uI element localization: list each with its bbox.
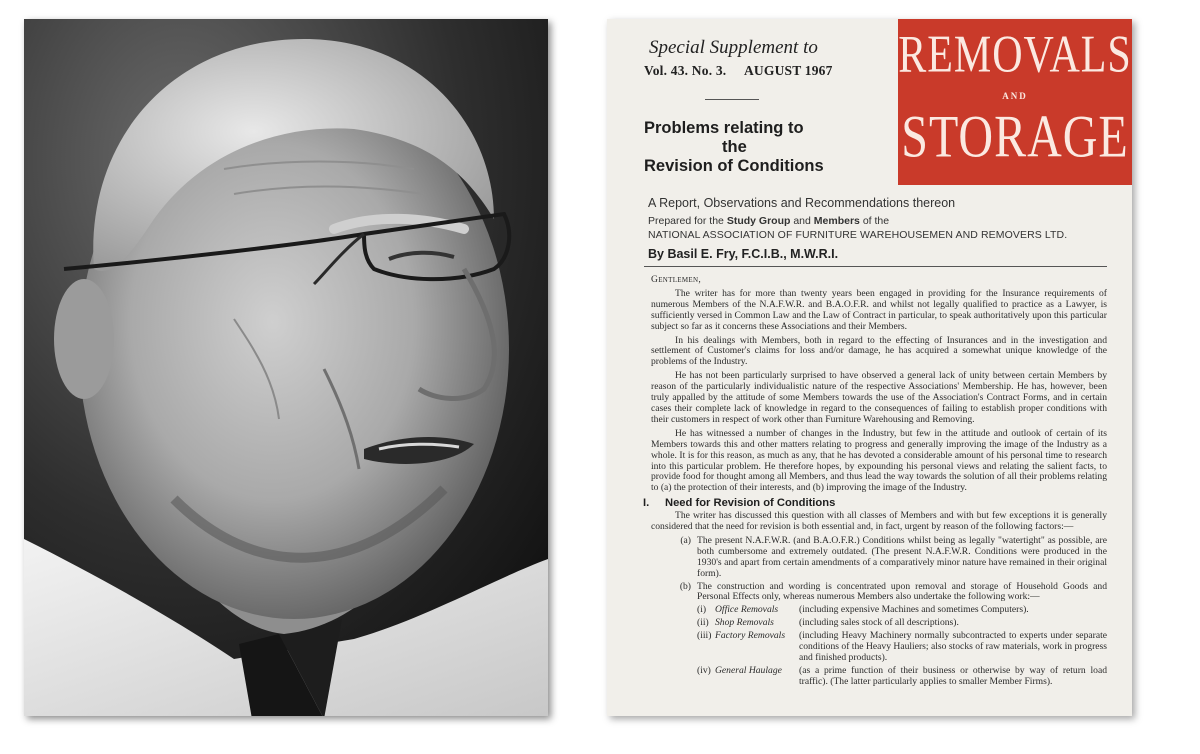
paragraph: The writer has for more than twenty years been engaged in providing for the Insurance requirements of numerous Members of the N.A.F.W.R. and B.A.O.F.R. and whilst not legally qualified to practice as a Lawyer, is sufficiently versed in Common Law and the Law of Contract in particular, to speak authoritatively upon this particular subject so far as it concerns these Associations and their Members. (651, 287, 1107, 332)
section-heading (643, 498, 1107, 509)
prepared-pre: Prepared for the (648, 215, 724, 227)
title-line-1: Problems relating to (644, 119, 804, 137)
masthead-line-and: AND (1002, 91, 1028, 101)
title-line-2: the (722, 138, 747, 156)
masthead-line-storage: STORAGE (901, 103, 1129, 170)
masthead-logo (898, 19, 1132, 185)
sub-list-item (651, 631, 1107, 664)
article-body (643, 273, 1107, 690)
list-item-label: (a) (680, 534, 691, 546)
list-item (651, 582, 1107, 604)
sub-item-number: (ii) (697, 617, 709, 629)
sub-item-text: (including sales stock of all descriptions). (799, 617, 959, 629)
sub-list-item (651, 605, 1107, 616)
supplement-page (607, 19, 1132, 716)
portrait-image (24, 19, 548, 716)
title-line-3: Revision of Conditions (644, 157, 824, 175)
sub-item-text: (as a prime function of their business or otherwise by way of return load traffic). (The latter particularly applies to smaller Member Firms). (799, 664, 1107, 687)
list-item (651, 536, 1107, 580)
sub-item-name: Shop Removals (715, 617, 774, 629)
sub-item-name: General Haulage (715, 664, 782, 676)
portrait-photo (24, 19, 548, 716)
sub-item-name: Factory Removals (715, 630, 786, 642)
salutation: Gentlemen, (651, 274, 702, 285)
paragraph: He has witnessed a number of changes in the Industry, but few in the attitude and outlook of certain of its Members towards this and other matters relating to progress and generally improving the image of the Industry as a whole. It is for this reason, as much as any, that he has devoted a considerable amount of his personal time to research into this particular problem. He therefore hopes, by expounding his personal views and relating the salient facts, to provide food for thought among all Members, and thus lead the way towards the solution of all their problems relating to (a) the protection of their interests, and (b) improving the image of the Industry. (651, 427, 1107, 494)
section-intro: The writer has discussed this question with all classes of Members and with but few exceptions it is generally considered that the need for revision is both essential and, in fact, urgent by reason of the following factors:— (651, 510, 1107, 533)
article-title (644, 119, 884, 176)
prepared-group: Study Group (726, 215, 791, 227)
report-subtitle: A Report, Observations and Recommendations thereon (648, 196, 956, 210)
prepared-mid: and (793, 215, 811, 227)
list-item-text: The present N.A.F.W.R. (and B.A.O.F.R.) Conditions whilst being as legally "watertight" as possible, are both cumbersome and extremely outdated. (The present N.A.F.W.R. Conditions were produced in the 1930's and apart from certain amendments of a comparatively minor nature have remained in their original form). (697, 534, 1107, 579)
issue-line (644, 63, 833, 79)
sub-list-item (651, 666, 1107, 688)
issue-number: Vol. 43. No. 3. (644, 63, 727, 78)
sub-item-number: (iii) (697, 630, 712, 642)
sub-item-name: Office Removals (715, 604, 779, 616)
sub-item-number: (iv) (697, 664, 711, 676)
issue-date: AUGUST 1967 (743, 63, 833, 78)
section-title: Need for Revision of Conditions (665, 497, 836, 510)
supplement-title: Special Supplement to (649, 37, 818, 58)
list-item-label: (b) (679, 580, 691, 592)
paragraph: In his dealings with Members, both in regard to the effecting of Insurances and in the investigation and settlement of Customer's claims for loss and/or damage, he has acquired a somewhat unique knowledge of the problems of the Industry. (651, 334, 1107, 368)
prepared-members: Members (813, 215, 860, 227)
author-byline: By Basil E. Fry, F.C.I.B., M.W.R.I. (648, 247, 839, 261)
sub-item-text: (including expensive Machines and sometimes Computers). (799, 604, 1029, 616)
sub-list-item (651, 618, 1107, 629)
masthead-line-removals: REMOVALS (898, 26, 1132, 84)
sub-item-number: (i) (697, 604, 707, 616)
short-divider (705, 99, 759, 100)
header-divider (644, 266, 1107, 267)
paragraph: He has not been particularly surprised to have observed a general lack of unity between certain Members by reason of the particularly individualistic nature of the respective Associations' Membership. He has, however, been truly appalled by the attitude of some Members towards the use of the Association's Contract Forms, and in certain cases their complete lack of knowledge in regard to the consequences of failing to establish proper conditions with their customers in respect of work other than Furniture Warehousing and Removing. (651, 370, 1107, 425)
section-number: I. (643, 497, 650, 510)
prepared-for-line (648, 215, 889, 227)
sub-item-text: (including Heavy Machinery normally subcontracted to experts under separate conditions of the Heavy Hauliers; also stocks of raw materials, work in progress and finished products). (799, 630, 1107, 663)
association-name: NATIONAL ASSOCIATION OF FURNITURE WAREHOUSEMEN AND REMOVERS LTD. (648, 229, 1068, 241)
list-item-text: The construction and wording is concentrated upon removal and storage of Household Goods and Personal Effects only, whereas numerous Members also undertake the following work:— (697, 580, 1107, 603)
prepared-post: of the (862, 215, 890, 227)
